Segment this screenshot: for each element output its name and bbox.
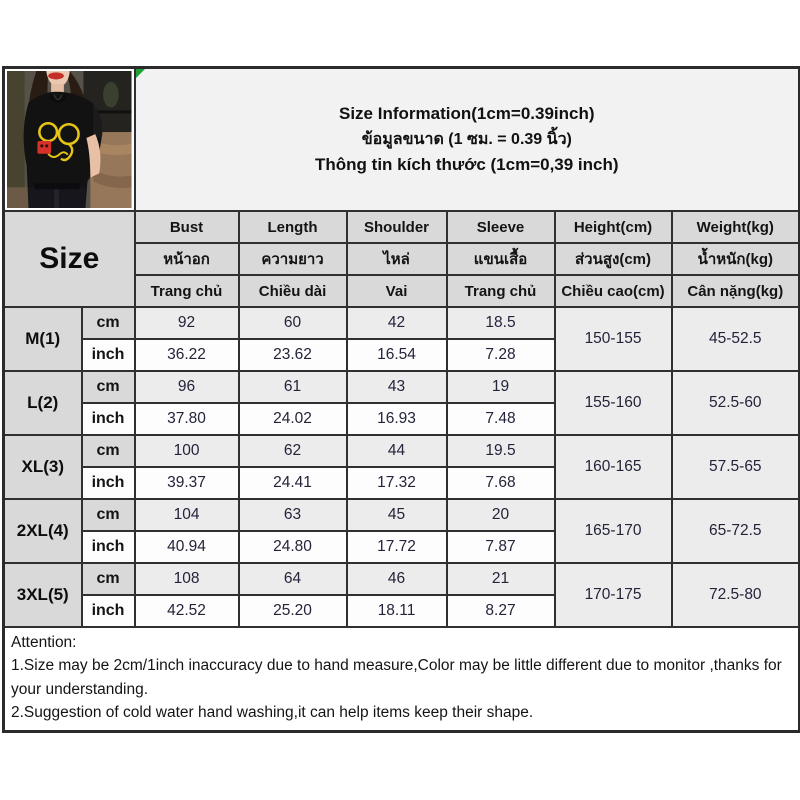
- cell-m-bust-cm: 92: [135, 307, 239, 339]
- col-header-bust-en: Bust: [135, 211, 239, 243]
- cell-xl-sleeve-inch: 7.68: [447, 467, 555, 499]
- col-header-sleeve-vi: Trang chủ: [447, 275, 555, 307]
- cell-m-length-cm: 60: [239, 307, 347, 339]
- cell-3xl-sleeve-cm: 21: [447, 563, 555, 595]
- cell-xl-sleeve-cm: 19.5: [447, 435, 555, 467]
- title-english: Size Information(1cm=0.39inch): [339, 104, 595, 124]
- unit-label-cm: cm: [82, 435, 135, 467]
- cell-2xl-length-inch: 24.80: [239, 531, 347, 563]
- cell-2xl-weight: 65-72.5: [672, 499, 800, 563]
- title-thai: ข้อมูลขนาด (1 ซม. = 0.39 นิ้ว): [361, 130, 572, 148]
- size-row-label: M(1): [4, 307, 82, 371]
- cell-l-length-inch: 24.02: [239, 403, 347, 435]
- cell-xl-length-cm: 62: [239, 435, 347, 467]
- unit-label-cm: cm: [82, 563, 135, 595]
- cell-2xl-height: 165-170: [555, 499, 672, 563]
- size-row-label: XL(3): [4, 435, 82, 499]
- unit-label-inch: inch: [82, 595, 135, 627]
- cell-l-length-cm: 61: [239, 371, 347, 403]
- cell-2xl-length-cm: 63: [239, 499, 347, 531]
- cell-m-bust-inch: 36.22: [135, 339, 239, 371]
- cell-l-shoulder-inch: 16.93: [347, 403, 447, 435]
- size-chart-sheet: [2, 66, 798, 733]
- unit-label-inch: inch: [82, 339, 135, 371]
- col-header-bust-th: หน้าอก: [135, 243, 239, 275]
- col-header-weight-th: น้ำหนัก(kg): [672, 243, 800, 275]
- size-row-label: 3XL(5): [4, 563, 82, 627]
- col-header-shoulder-th: ไหล่: [347, 243, 447, 275]
- unit-label-inch: inch: [82, 531, 135, 563]
- cell-2xl-bust-inch: 40.94: [135, 531, 239, 563]
- cell-2xl-bust-cm: 104: [135, 499, 239, 531]
- cell-3xl-height: 170-175: [555, 563, 672, 627]
- col-header-height-en: Height(cm): [555, 211, 672, 243]
- cell-3xl-shoulder-cm: 46: [347, 563, 447, 595]
- cell-xl-shoulder-inch: 17.32: [347, 467, 447, 499]
- attention-box: [4, 627, 800, 731]
- cell-m-height: 150-155: [555, 307, 672, 371]
- cell-2xl-shoulder-cm: 45: [347, 499, 447, 531]
- cell-l-bust-cm: 96: [135, 371, 239, 403]
- cell-xl-weight: 57.5-65: [672, 435, 800, 499]
- unit-label-cm: cm: [82, 499, 135, 531]
- cell-3xl-bust-cm: 108: [135, 563, 239, 595]
- cell-xl-length-inch: 24.41: [239, 467, 347, 499]
- unit-label-cm: cm: [82, 307, 135, 339]
- cell-l-shoulder-cm: 43: [347, 371, 447, 403]
- size-header: Size: [4, 211, 135, 307]
- cell-3xl-length-cm: 64: [239, 563, 347, 595]
- title-cell: [135, 68, 800, 212]
- product-photo: [7, 71, 132, 208]
- attention-title: Attention:: [11, 634, 77, 651]
- attention-note-1: 1.Size may be 2cm/1inch inaccuracy due to hand measure,Color may be little different due to monitor ,thanks for your understanding.: [11, 657, 782, 698]
- cell-3xl-weight: 72.5-80: [672, 563, 800, 627]
- cell-m-weight: 45-52.5: [672, 307, 800, 371]
- cell-2xl-shoulder-inch: 17.72: [347, 531, 447, 563]
- cell-m-shoulder-inch: 16.54: [347, 339, 447, 371]
- col-header-length-en: Length: [239, 211, 347, 243]
- cell-l-sleeve-inch: 7.48: [447, 403, 555, 435]
- cell-xl-bust-inch: 39.37: [135, 467, 239, 499]
- cell-m-sleeve-inch: 7.28: [447, 339, 555, 371]
- cell-m-shoulder-cm: 42: [347, 307, 447, 339]
- cell-xl-shoulder-cm: 44: [347, 435, 447, 467]
- cell-l-weight: 52.5-60: [672, 371, 800, 435]
- size-row-label: 2XL(4): [4, 499, 82, 563]
- cell-3xl-sleeve-inch: 8.27: [447, 595, 555, 627]
- cell-3xl-bust-inch: 42.52: [135, 595, 239, 627]
- cell-l-bust-inch: 37.80: [135, 403, 239, 435]
- attention-note-2: 2.Suggestion of cold water hand washing,it can help items keep their shape.: [11, 703, 534, 721]
- cell-2xl-sleeve-cm: 20: [447, 499, 555, 531]
- cell-corner-flag-icon: [136, 69, 145, 78]
- cell-m-sleeve-cm: 18.5: [447, 307, 555, 339]
- cell-m-length-inch: 23.62: [239, 339, 347, 371]
- unit-label-inch: inch: [82, 467, 135, 499]
- col-header-length-th: ความยาว: [239, 243, 347, 275]
- size-table: [2, 66, 800, 733]
- col-header-bust-vi: Trang chủ: [135, 275, 239, 307]
- cell-l-sleeve-cm: 19: [447, 371, 555, 403]
- product-photo-illustration: [7, 71, 132, 208]
- cell-xl-height: 160-165: [555, 435, 672, 499]
- col-header-sleeve-en: Sleeve: [447, 211, 555, 243]
- col-header-weight-en: Weight(kg): [672, 211, 800, 243]
- unit-label-inch: inch: [82, 403, 135, 435]
- col-header-weight-vi: Cân nặng(kg): [672, 275, 800, 307]
- title-vietnamese: Thông tin kích thước (1cm=0,39 inch): [315, 154, 619, 174]
- col-header-shoulder-vi: Vai: [347, 275, 447, 307]
- cell-l-height: 155-160: [555, 371, 672, 435]
- unit-label-cm: cm: [82, 371, 135, 403]
- col-header-length-vi: Chiều dài: [239, 275, 347, 307]
- cell-2xl-sleeve-inch: 7.87: [447, 531, 555, 563]
- size-row-label: L(2): [4, 371, 82, 435]
- col-header-height-vi: Chiều cao(cm): [555, 275, 672, 307]
- cell-3xl-shoulder-inch: 18.11: [347, 595, 447, 627]
- cell-3xl-length-inch: 25.20: [239, 595, 347, 627]
- cell-xl-bust-cm: 100: [135, 435, 239, 467]
- col-header-sleeve-th: แขนเสื้อ: [447, 243, 555, 275]
- col-header-height-th: ส่วนสูง(cm): [555, 243, 672, 275]
- product-photo-cell: [4, 68, 135, 212]
- col-header-shoulder-en: Shoulder: [347, 211, 447, 243]
